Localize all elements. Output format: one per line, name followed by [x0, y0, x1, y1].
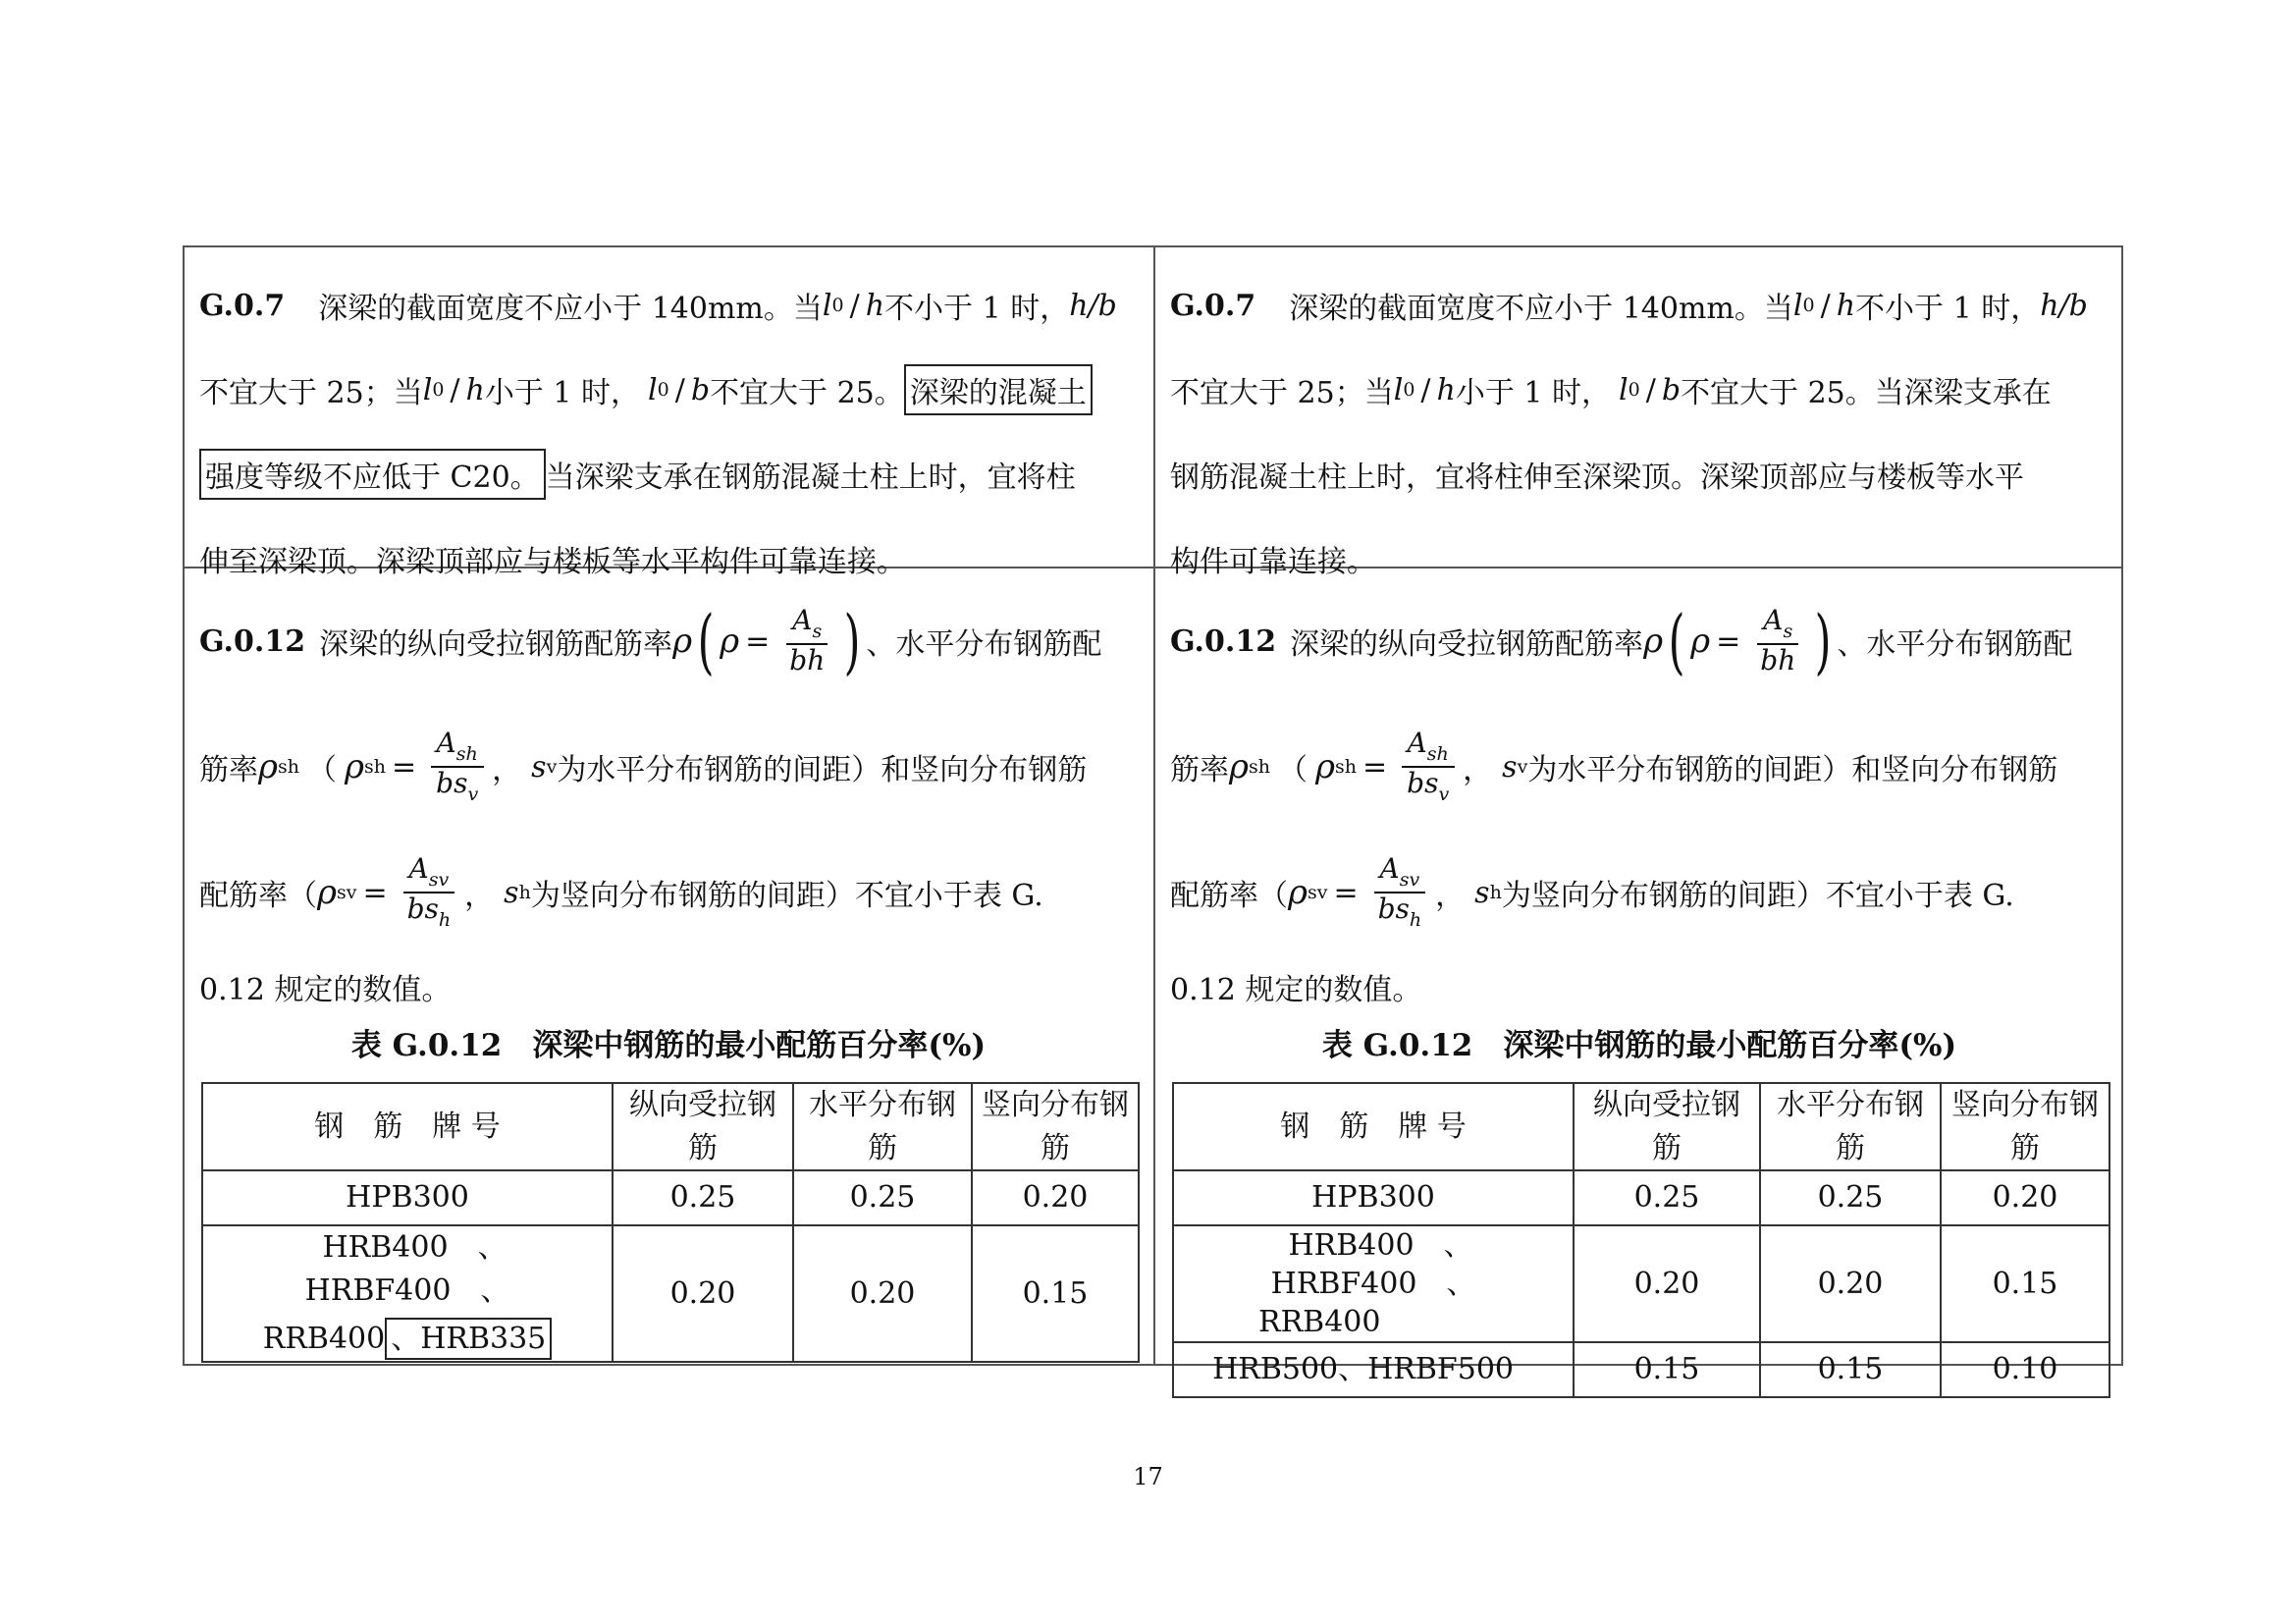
math-A: A [792, 604, 813, 637]
text: 配筋率（ [199, 879, 317, 913]
header-cell: 钢 筋 牌 号 [202, 1083, 613, 1170]
left-g012-line-1 [199, 578, 1138, 704]
math-eq: = [362, 875, 388, 910]
math-sub: 0 [1802, 295, 1815, 316]
page-number: 17 [1133, 1463, 1163, 1490]
header-cell: 水平分布钢筋 [793, 1083, 972, 1170]
math-h: h [1836, 288, 1856, 323]
math-sub: sh [1335, 756, 1357, 778]
fraction-Ash-bsv [1401, 728, 1455, 806]
text: 不宜大于 25；当 [199, 376, 423, 410]
right-clause-g07 [1170, 247, 2109, 579]
table-cell: 0.20 [613, 1225, 793, 1362]
math-l: l [422, 372, 433, 407]
text: 钢筋混凝土柱上时，宜将柱伸至深梁顶。深梁顶部应与楼板等水平 [1170, 460, 2024, 495]
math-sub: 0 [1403, 379, 1415, 401]
math-A: A [1379, 852, 1400, 886]
table-cell: 0.15 [1760, 1342, 1941, 1397]
math-sub: v [1517, 756, 1528, 778]
header-cell: 竖向分布钢筋 [1941, 1083, 2109, 1170]
left-clause-g012 [199, 568, 1138, 1366]
table-cell: 0.25 [613, 1170, 793, 1225]
header-cell: 纵向受拉钢筋 [613, 1083, 793, 1170]
table-row [1173, 1170, 2109, 1225]
math-sub: v [1438, 784, 1450, 805]
numerator [431, 728, 484, 768]
header-cell: 纵向受拉钢筋 [1574, 1083, 1760, 1170]
text: 0.12 规定的数值。 [1170, 973, 1422, 1007]
steel-grade-text: HRB400 、 HRBF400 、 [1270, 1228, 1488, 1301]
math-rho: ρ [1315, 747, 1335, 786]
reinforcement-table-left [201, 1082, 1140, 1363]
steel-grade-text: RRB400 [1258, 1305, 1381, 1339]
denominator [1372, 893, 1428, 932]
math-h: h [465, 372, 485, 407]
math-sub: sh [278, 756, 299, 778]
math-s: s [1474, 875, 1490, 910]
text: 不宜大于 25。 [710, 376, 904, 410]
clause-label: G.0.12 [1170, 623, 1277, 659]
denominator [401, 893, 457, 932]
numerator [403, 853, 455, 893]
table-cell: HPB300 [1173, 1170, 1574, 1225]
text: 为水平分布钢筋的间距）和竖向分布钢筋 [1527, 753, 2058, 787]
left-clause-g07 [199, 247, 1138, 579]
highlight-box: 深梁的混凝土 [904, 364, 1093, 415]
numerator [1402, 728, 1455, 768]
fraction-Asv-bsh [401, 853, 457, 932]
text: 小于 1 时， [484, 376, 641, 410]
denominator: bh [789, 644, 826, 677]
text: 不宜大于 25；当 [1170, 376, 1394, 410]
math-sub: s [812, 621, 823, 643]
text: 深梁的纵向受拉钢筋配筋率 [1290, 627, 1644, 662]
math-sub: 0 [831, 295, 844, 316]
table-cell: 0.15 [1941, 1225, 2109, 1342]
text: 、水平分布钢筋配 [1837, 627, 2073, 662]
table-caption: 表 G.0.12 深梁中钢筋的最小配筋百分率(%) [1321, 1028, 1957, 1063]
header-cell: 水平分布钢筋 [1760, 1083, 1941, 1170]
highlight-box: 、HRB335 [385, 1318, 552, 1360]
text: ， [1435, 879, 1466, 913]
text: 为竖向分布钢筋的间距）不宜小于表 G. [530, 879, 1043, 913]
left-g07-line-2 [199, 348, 1138, 432]
right-paren: ) [1814, 600, 1832, 682]
denominator [1401, 768, 1455, 806]
text: 不宜大于 25。当深梁支承在 [1681, 376, 2052, 410]
fraction-As-bh [783, 605, 830, 677]
math-slash: / [1420, 372, 1431, 407]
table-cell: HPB300 [202, 1170, 613, 1225]
table-cell: 0.25 [1574, 1170, 1760, 1225]
math-sub: sh [364, 756, 386, 778]
table-caption: 表 G.0.12 深梁中钢筋的最小配筋百分率(%) [350, 1028, 987, 1063]
table-cell: 0.15 [1574, 1342, 1760, 1397]
clause-label: G.0.7 [199, 288, 286, 323]
math-l: l [822, 288, 832, 323]
math-l: l [648, 372, 658, 407]
header-cell: 竖向分布钢筋 [972, 1083, 1139, 1170]
math-rho: ρ [258, 747, 278, 786]
table-cell [202, 1225, 613, 1362]
math-eq: = [1333, 875, 1359, 910]
math-b: b [1661, 372, 1682, 407]
text: 深梁的截面宽度不应小于 140mm。当 [318, 292, 823, 326]
text: 深梁的纵向受拉钢筋配筋率 [319, 627, 673, 662]
fraction-Ash-bsv [430, 728, 484, 806]
math-slash: / [1820, 288, 1831, 323]
table-header-row [202, 1083, 1139, 1170]
math-h-over-b: h/b [1069, 288, 1117, 323]
math-bs: bs [406, 893, 439, 925]
table-cell: HRB500、HRBF500 [1173, 1342, 1574, 1397]
math-sub: sv [1308, 882, 1328, 903]
right-g012-line-1 [1170, 578, 2109, 704]
math-sub: v [546, 756, 558, 778]
math-rho: ρ [1690, 622, 1711, 661]
table-cell: 0.20 [1760, 1225, 1941, 1342]
fraction-Asv-bsh [1372, 853, 1428, 932]
right-g012-line-2: 筋率 ρ sh （ ρ sh = $\frac{A_{sh}}{bs_v}$ ， s v 为水平分布钢筋的间距）和竖向分布钢筋 [1170, 727, 2058, 805]
math-rho: ρ [345, 747, 364, 786]
math-rho: ρ [720, 622, 740, 661]
denominator [430, 768, 484, 806]
right-g07-line-3 [1170, 432, 2109, 516]
numerator [786, 605, 828, 645]
math-rho: ρ [1643, 622, 1664, 661]
math-sub: h [438, 909, 452, 931]
left-g07-line-1 [199, 263, 1138, 348]
math-eq: = [745, 623, 771, 659]
math-l: l [1619, 372, 1629, 407]
left-g012-line-4 [199, 955, 1138, 1018]
table-cell: 0.25 [793, 1170, 972, 1225]
math-sub: 0 [1628, 379, 1640, 401]
table-cell: 0.15 [972, 1225, 1139, 1362]
text: 筋率 [199, 753, 258, 787]
steel-grade-text: HRB400 、 HRBF400 、 [304, 1230, 522, 1308]
text: 配筋率（ [1170, 879, 1288, 913]
math-sub: sv [1399, 869, 1420, 892]
right-g012-line-4 [1170, 955, 2109, 1018]
math-s: s [531, 749, 547, 785]
comparison-frame [183, 245, 2123, 1387]
math-sub: 0 [657, 379, 669, 401]
math-bs: bs [1407, 767, 1439, 799]
math-h: h [1436, 372, 1456, 407]
math-slash: / [849, 288, 860, 323]
math-sub: h [1489, 882, 1502, 903]
text: ， [1463, 753, 1493, 787]
math-eq: = [392, 749, 417, 785]
math-sub: sv [428, 869, 450, 892]
right-paren: ) [843, 600, 861, 682]
math-s: s [504, 875, 519, 910]
text: 为竖向分布钢筋的间距）不宜小于表 G. [1501, 879, 2014, 913]
column-divider [1153, 247, 1155, 1364]
math-rho: ρ [1229, 747, 1249, 786]
left-paren: ( [697, 600, 715, 682]
math-slash: / [1645, 372, 1656, 407]
table-row [202, 1225, 1139, 1362]
right-clause-g012 [1170, 568, 2109, 1387]
math-eq: = [1362, 749, 1388, 785]
table-cell: 0.20 [1941, 1170, 2109, 1225]
math-s: s [1502, 749, 1518, 785]
text: 构件可靠连接。 [1170, 545, 1376, 579]
text: 不小于 1 时， [1855, 292, 2041, 326]
left-g012-line-3 [199, 830, 1138, 955]
math-sub: sh [1426, 743, 1449, 766]
text: ， [464, 879, 495, 913]
math-sub: h [1409, 909, 1422, 931]
table-cell: 0.20 [972, 1170, 1139, 1225]
math-sub: 0 [432, 379, 445, 401]
table-cell: 0.25 [1760, 1170, 1941, 1225]
math-rho: ρ [672, 622, 693, 661]
math-sub: sh [455, 743, 478, 766]
text: 小于 1 时， [1455, 376, 1612, 410]
math-h: h [865, 288, 885, 323]
table-cell: 0.20 [793, 1225, 972, 1362]
fraction-As-bh [1754, 605, 1801, 677]
table-row [1173, 1342, 2109, 1397]
table-header-row [1173, 1083, 2109, 1170]
clause-label: G.0.7 [1170, 288, 1256, 323]
math-l: l [1393, 372, 1404, 407]
text: 为水平分布钢筋的间距）和竖向分布钢筋 [557, 753, 1088, 787]
math-sub: sh [1249, 756, 1270, 778]
math-sub: h [518, 882, 531, 903]
denominator: bh [1760, 644, 1796, 677]
text: 伸至深梁顶。深梁顶部应与楼板等水平构件可靠连接。 [199, 545, 906, 579]
table-cell [1173, 1225, 1574, 1342]
table-cell: 0.10 [1941, 1342, 2109, 1397]
numerator [1757, 605, 1798, 645]
text: 不小于 1 时， [884, 292, 1070, 326]
math-A: A [1407, 727, 1427, 760]
text: 筋率 [1170, 753, 1229, 787]
math-sub: sv [337, 882, 357, 903]
math-rho: ρ [317, 873, 337, 912]
numerator [1374, 853, 1426, 893]
math-A: A [408, 852, 429, 886]
reinforcement-table-right [1172, 1082, 2110, 1398]
math-sub: s [1783, 621, 1793, 643]
clause-label: G.0.12 [199, 623, 306, 659]
header-cell: 钢 筋 牌 号 [1173, 1083, 1574, 1170]
table-row [202, 1170, 1139, 1225]
right-g07-line-1 [1170, 263, 2109, 348]
math-eq: = [1716, 623, 1741, 659]
math-A: A [436, 727, 456, 760]
math-rho: ρ [1288, 873, 1308, 912]
table-row [1173, 1225, 2109, 1342]
math-bs: bs [1377, 893, 1410, 925]
text: ， [492, 753, 522, 787]
math-slash: / [674, 372, 685, 407]
text: 、水平分布钢筋配 [866, 627, 1102, 662]
right-g012-line-3 [1170, 830, 2109, 955]
math-slash: / [450, 372, 460, 407]
text: 0.12 规定的数值。 [199, 973, 452, 1007]
math-l: l [1792, 288, 1803, 323]
left-g012-line-2: 筋率 ρ sh （ ρ sh = $\frac{A_{sh}}{bs_v}$ ， s v 为水平分布钢筋的间距）和竖向分布钢筋 [199, 727, 1088, 805]
math-sub: v [467, 784, 479, 805]
text: 深梁的截面宽度不应小于 140mm。当 [1289, 292, 1793, 326]
highlight-box: 强度等级不应低于 C20。 [199, 449, 546, 500]
left-g07-line-3 [199, 432, 1138, 516]
math-bs: bs [436, 767, 468, 799]
table-cell: 0.20 [1574, 1225, 1760, 1342]
text: 当深梁支承在钢筋混凝土柱上时，宜将柱 [545, 460, 1076, 495]
steel-grade-text: RRB400 [262, 1322, 386, 1356]
math-A: A [1763, 604, 1784, 637]
right-g07-line-2 [1170, 348, 2109, 432]
left-paren: ( [1668, 600, 1685, 682]
math-b: b [690, 372, 711, 407]
math-h-over-b: h/b [2040, 288, 2088, 323]
